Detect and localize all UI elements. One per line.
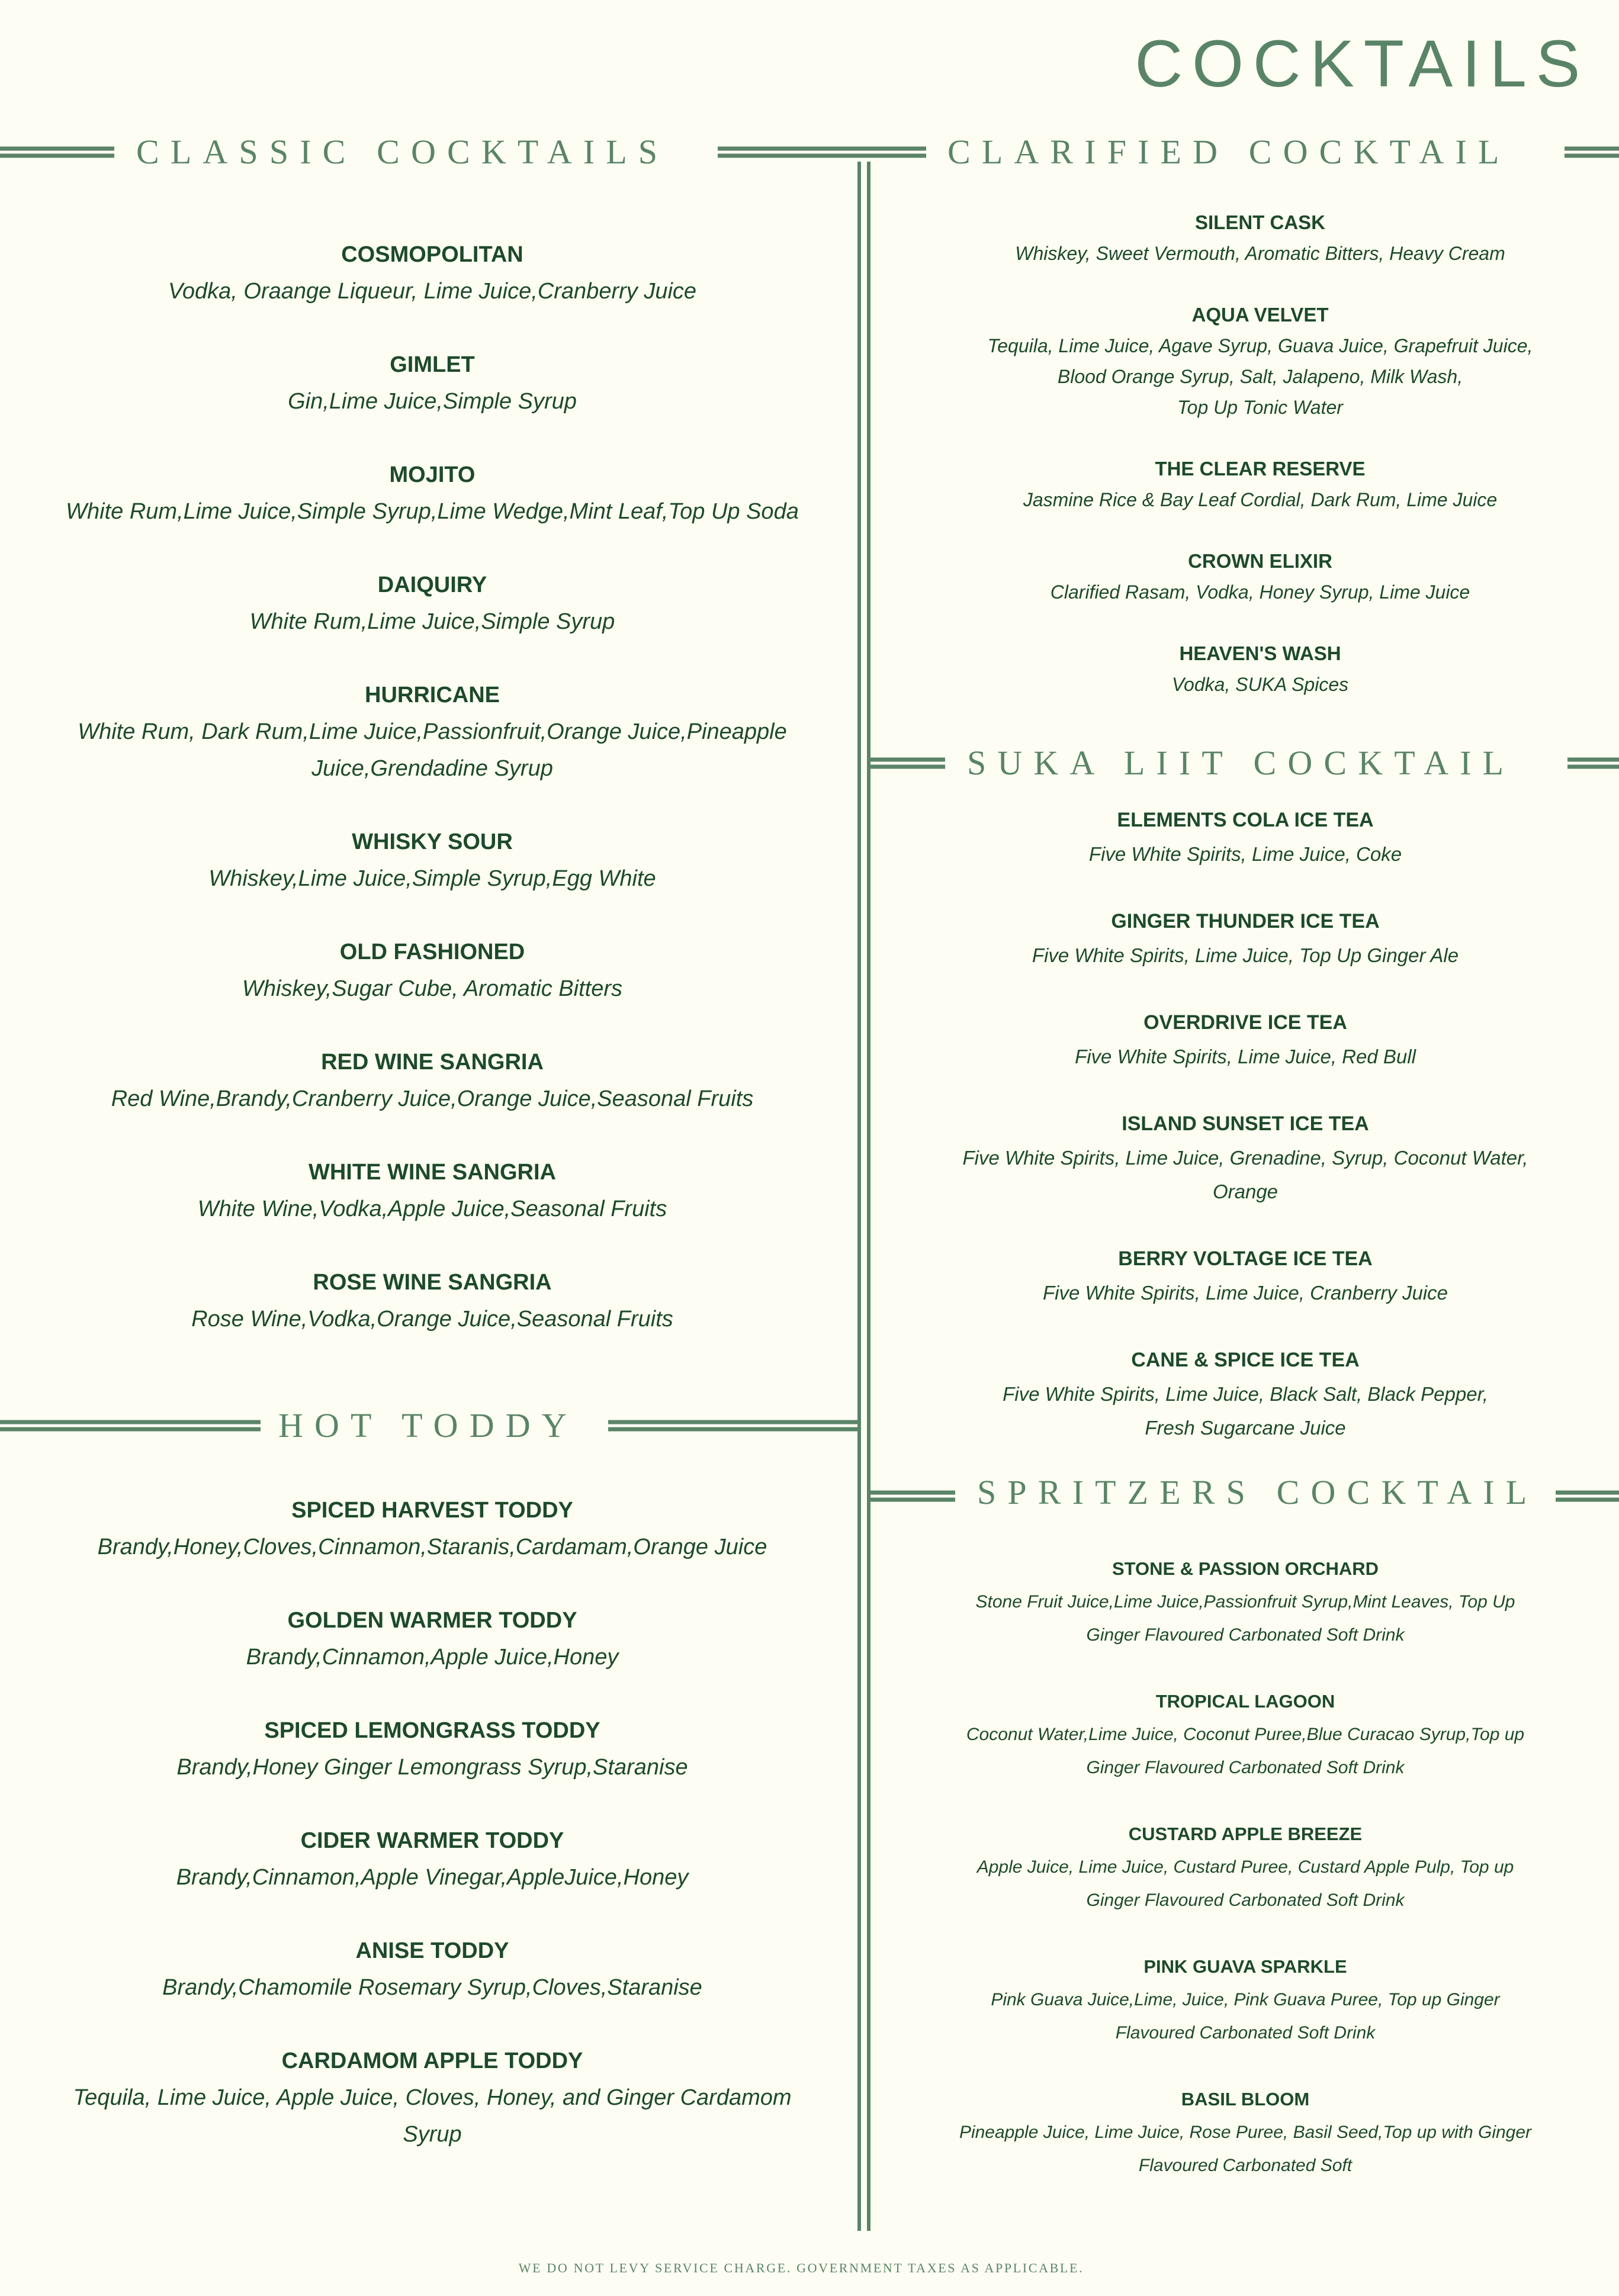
menu-item (0, 346, 865, 420)
menu-item (0, 456, 865, 530)
menu-item-ingredients: Juice,Grendadine Syrup (311, 756, 553, 781)
menu-item (888, 300, 1619, 423)
menu-item-ingredients: Ginger Flavoured Carbonated Soft Drink (1086, 1890, 1405, 1910)
menu-item (0, 1822, 865, 1896)
menu-item (888, 1242, 1602, 1310)
menu-item-name: COSMOPOLITAN (341, 242, 523, 267)
menu-item (888, 1107, 1602, 1208)
menu-item (888, 454, 1619, 515)
menu-item-name: OVERDRIVE ICE TEA (1143, 1011, 1347, 1034)
menu-item (0, 934, 865, 1007)
menu-item-ingredients: Ginger Flavoured Carbonated Soft Drink (1086, 1625, 1405, 1645)
menu-item-ingredients: Whiskey,Lime Juice,Simple Syrup,Egg White (208, 866, 656, 891)
menu-item (888, 546, 1619, 607)
menu-item-ingredients: Five White Spirits, Lime Juice, Top Up Ginger Ale (1032, 944, 1459, 966)
menu-item-ingredients: Brandy,Honey,Cloves,Cinnamon,Staranis,Cardamam,Orange Juice (97, 1535, 767, 1559)
menu-item-ingredients: Rose Wine,Vodka,Orange Juice,Seasonal Fruits (191, 1307, 673, 1332)
menu-item (0, 1932, 865, 2006)
menu-item (888, 1818, 1602, 1917)
column-divider (867, 162, 870, 2231)
menu-item-ingredients: Brandy,Cinnamon,Apple Juice,Honey (246, 1645, 619, 1670)
header-rule (1567, 758, 1619, 769)
menu-item-name: CROWN ELIXIR (1188, 550, 1332, 572)
menu-item (0, 824, 865, 897)
menu-item-ingredients: White Rum, Dark Rum,Lime Juice,Passionfruit,Orange Juice,Pineapple (78, 719, 787, 744)
menu-item-name: GIMLET (390, 352, 475, 377)
menu-item-ingredients: White Rum,Lime Juice,Simple Syrup (249, 609, 615, 634)
menu-item-name: ELEMENTS COLA ICE TEA (1117, 809, 1374, 831)
menu-item (888, 207, 1619, 269)
header-rule (0, 147, 114, 158)
menu-item-ingredients: White Wine,Vodka,Apple Juice,Seasonal Fruits (197, 1197, 667, 1221)
menu-item-ingredients: Vodka, SUKA Spices (1171, 674, 1349, 695)
menu-item-ingredients: Stone Fruit Juice,Lime Juice,Passionfruit Syrup,Mint Leaves, Top Up (975, 1592, 1515, 1612)
menu-item-ingredients: Blood Orange Syrup, Salt, Jalapeno, Milk Wash, (1057, 366, 1463, 387)
menu-item-name: BERRY VOLTAGE ICE TEA (1118, 1247, 1373, 1270)
header-rule (608, 1420, 857, 1432)
menu-item-name: CANE & SPICE ICE TEA (1131, 1349, 1360, 1371)
menu-item (0, 236, 865, 310)
menu-item (0, 1712, 865, 1786)
menu-item-name: HURRICANE (365, 683, 500, 708)
classic-cocktails-list (0, 236, 865, 1374)
clarified-cocktail-list (888, 207, 1619, 731)
menu-item-ingredients: Tequila, Lime Juice, Agave Syrup, Guava Juice, Grapefruit Juice, (987, 335, 1533, 356)
menu-item-ingredients: Five White Spirits, Lime Juice, Coke (1088, 843, 1402, 865)
menu-item-name: GINGER THUNDER ICE TEA (1111, 910, 1380, 932)
menu-item-name: BASIL BLOOM (1181, 2089, 1310, 2110)
menu-item (0, 1602, 865, 1676)
suka-liit-cocktail-list (888, 803, 1602, 1478)
menu-item-ingredients: Apple Juice, Lime Juice, Custard Puree, Custard Apple Pulp, Top up (976, 1857, 1514, 1877)
menu-item-ingredients: Orange (1212, 1181, 1279, 1202)
menu-item (0, 1264, 865, 1337)
menu-item (0, 1044, 865, 1117)
menu-item-name: GOLDEN WARMER TODDY (287, 1608, 577, 1633)
menu-item-name: AQUA VELVET (1191, 304, 1329, 326)
menu-item-ingredients: Brandy,Cinnamon,Apple Vinegar,AppleJuice,Honey (176, 1865, 689, 1890)
menu-item (0, 567, 865, 640)
hot-toddy-list (0, 1492, 865, 2189)
menu-item-ingredients: Syrup (403, 2122, 462, 2147)
menu-item (888, 1685, 1602, 1784)
header-rule (1565, 147, 1619, 158)
menu-item-ingredients: Fresh Sugarcane Juice (1145, 1417, 1346, 1439)
menu-item-ingredients: Five White Spirits, Lime Juice, Cranberry Juice (1042, 1282, 1448, 1304)
menu-item-name: ISLAND SUNSET ICE TEA (1122, 1112, 1369, 1135)
header-rule (0, 1420, 261, 1432)
menu-item-ingredients: Pink Guava Juice,Lime, Juice, Pink Guava Puree, Top up Ginger (991, 1990, 1500, 2009)
menu-item-ingredients: Red Wine,Brandy,Cranberry Juice,Orange Juice,Seasonal Fruits (111, 1086, 754, 1111)
menu-item-name: ROSE WINE SANGRIA (313, 1270, 552, 1295)
section-title-classic: CLASSIC COCKTAILS (136, 133, 669, 171)
menu-item-ingredients: Five White Spirits, Lime Juice, Black Salt, Black Pepper, (1003, 1383, 1488, 1405)
menu-item (888, 2083, 1602, 2182)
page-title: COCKTAILS (1135, 27, 1589, 101)
menu-item-ingredients: Jasmine Rice & Bay Leaf Cordial, Dark Rum, Lime Juice (1023, 489, 1498, 510)
section-title-hot-toddy: HOT TODDY (278, 1406, 578, 1445)
header-rule (870, 1491, 955, 1502)
menu-item (888, 1950, 1602, 2050)
spritzers-cocktail-list (888, 1552, 1602, 2215)
menu-item-name: CUSTARD APPLE BREEZE (1128, 1824, 1363, 1844)
menu-item-name: THE CLEAR RESERVE (1155, 458, 1366, 480)
menu-item-ingredients: Pineapple Juice, Lime Juice, Rose Puree, Basil Seed,Top up with Ginger (959, 2123, 1532, 2142)
menu-item-name: WHISKY SOUR (352, 829, 513, 854)
menu-item-ingredients: Brandy,Chamomile Rosemary Syrup,Cloves,Staranise (162, 1975, 702, 2000)
menu-item (0, 1492, 865, 1565)
menu-item (888, 905, 1602, 972)
menu-item-name: CIDER WARMER TODDY (300, 1828, 564, 1853)
section-title-clarified: CLARIFIED COCKTAIL (947, 133, 1511, 171)
menu-item-ingredients: Top Up Tonic Water (1177, 397, 1343, 418)
menu-item-ingredients: Vodka, Oraange Liqueur, Lime Juice,Cranberry Juice (168, 279, 697, 304)
menu-item-name: OLD FASHIONED (339, 940, 525, 964)
menu-item-ingredients: Whiskey,Sugar Cube, Aromatic Bitters (242, 976, 622, 1001)
menu-item-ingredients: Five White Spirits, Lime Juice, Red Bull (1075, 1046, 1416, 1067)
menu-item-ingredients: Flavoured Carbonated Soft Drink (1115, 2023, 1376, 2043)
menu-item-ingredients: White Rum,Lime Juice,Simple Syrup,Lime Wedge,Mint Leaf,Top Up Soda (66, 499, 799, 524)
menu-item-ingredients: Flavoured Carbonated Soft (1138, 2156, 1353, 2175)
menu-item-name: PINK GUAVA SPARKLE (1143, 1956, 1347, 1977)
menu-item-name: STONE & PASSION ORCHARD (1112, 1558, 1379, 1579)
header-rule (1556, 1491, 1619, 1502)
menu-item (888, 803, 1602, 871)
menu-item-ingredients: Clarified Rasam, Vodka, Honey Syrup, Lime Juice (1050, 581, 1470, 603)
menu-item-ingredients: Coconut Water,Lime Juice, Coconut Puree,Blue Curacao Syrup,Top up (966, 1725, 1525, 1744)
footer-note: WE DO NOT LEVY SERVICE CHARGE. GOVERNMENT TAXES AS APPLICABLE. (518, 2260, 1084, 2275)
menu-item-name: SILENT CASK (1194, 211, 1325, 233)
menu-item (888, 1006, 1602, 1073)
section-title-spritzers: SPRITZERS COCKTAIL (977, 1473, 1538, 1512)
menu-item-ingredients: Five White Spirits, Lime Juice, Grenadine, Syrup, Coconut Water, (962, 1147, 1528, 1169)
menu-item-name: ANISE TODDY (355, 1938, 509, 1963)
menu-item (888, 1552, 1602, 1652)
menu-item (0, 677, 865, 787)
menu-item-ingredients: Tequila, Lime Juice, Apple Juice, Cloves, Honey, and Ginger Cardamom (73, 2085, 792, 2110)
menu-item-ingredients: Whiskey, Sweet Vermouth, Aromatic Bitters, Heavy Cream (1015, 243, 1505, 264)
menu-item (888, 1343, 1602, 1445)
section-title-suka-liit: SUKA LIIT COCKTAIL (967, 744, 1515, 782)
menu-item-name: MOJITO (389, 462, 476, 487)
menu-item-name: WHITE WINE SANGRIA (309, 1160, 556, 1185)
menu-item-name: CARDAMOM APPLE TODDY (281, 2049, 583, 2073)
menu-item (0, 2043, 865, 2153)
menu-item (0, 1154, 865, 1227)
menu-item (888, 638, 1619, 700)
menu-item-name: TROPICAL LAGOON (1155, 1691, 1335, 1712)
menu-item-ingredients: Gin,Lime Juice,Simple Syrup (288, 389, 577, 414)
header-rule (718, 147, 926, 158)
menu-item-name: DAIQUIRY (377, 573, 487, 597)
menu-item-name: HEAVEN'S WASH (1179, 642, 1341, 664)
menu-item-ingredients: Brandy,Honey Ginger Lemongrass Syrup,Staranise (176, 1755, 688, 1780)
menu-item-name: SPICED HARVEST TODDY (291, 1498, 573, 1523)
menu-item-ingredients: Ginger Flavoured Carbonated Soft Drink (1086, 1758, 1405, 1777)
header-rule (870, 758, 945, 769)
menu-item-name: SPICED LEMONGRASS TODDY (264, 1718, 600, 1743)
menu-item-name: RED WINE SANGRIA (321, 1050, 544, 1075)
